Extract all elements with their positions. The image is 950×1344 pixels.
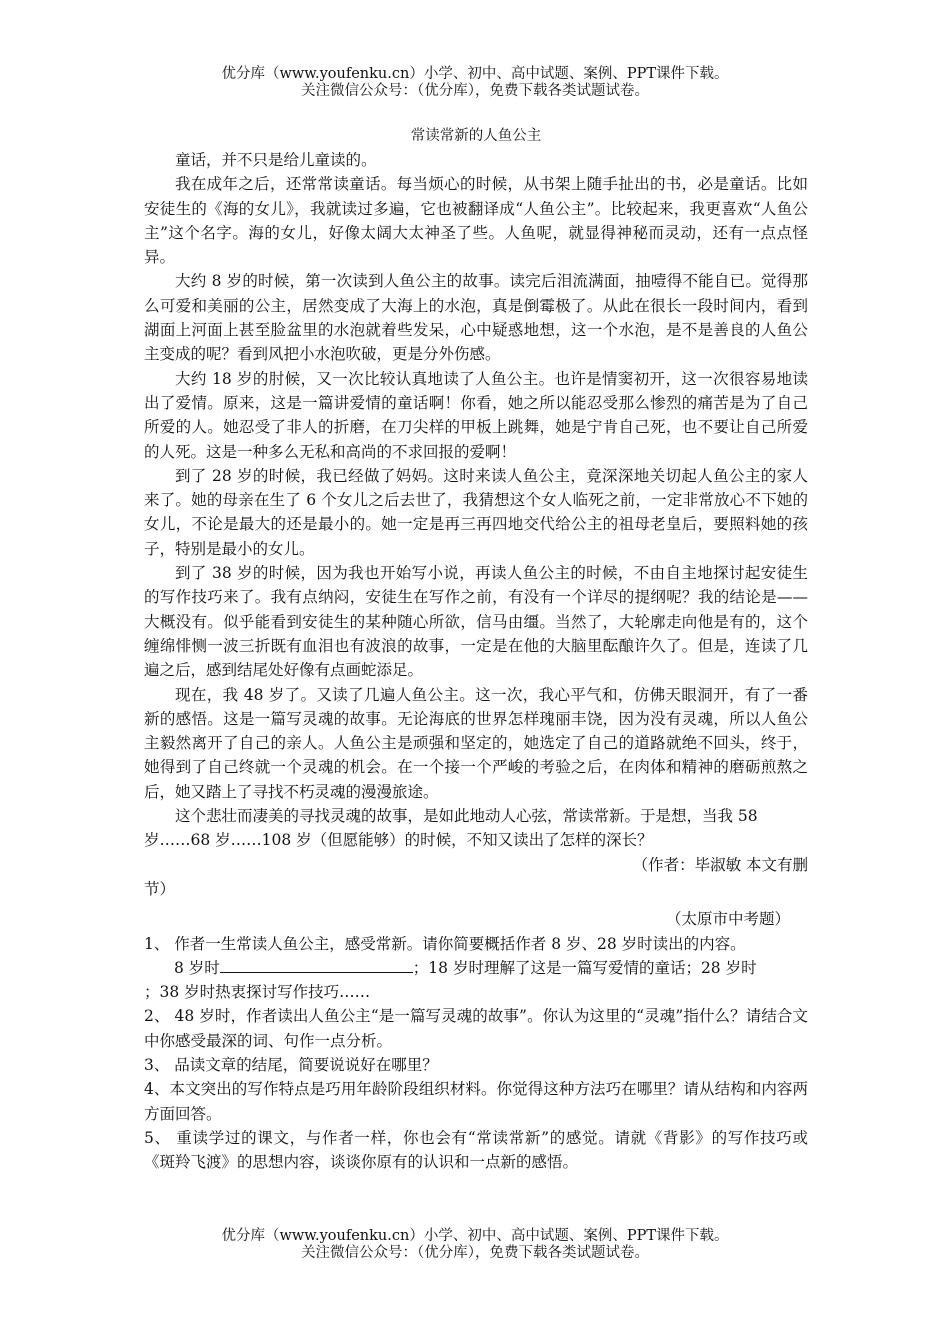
paragraph-4: 大约 18 岁的肘候，又一次比较认真地读了人鱼公主。也许是情窦初开，这一次很容易地读出了爱情。原来，这是一篇讲爱情的童话啊！你看，她之所以能忍受那么惨烈的痛苦是为了自己所爱的人。她忍受了非人的折磨，在刀尖样的甲板上跳舞，她是宁肯自己死，也不要让自己所爱的人死。这是一种多么无私和高尚的不求回报的爱啊！	[144, 369, 808, 461]
document-body	[144, 124, 808, 1174]
paragraph-8: 这个悲壮而凄美的寻找灵魂的故事，是如此地动人心弦，常读常新。于是想，当我 58 岁……68 岁……108 岁（但愿能够）的时候，不知又读出了怎样的深长？	[144, 807, 758, 850]
question-1: 1、 作者一生常读人鱼公主，感受常新。请你简要概括作者 8 岁、28 岁时读出的内容。	[144, 934, 746, 953]
footer-line-2: 关注微信公众号：（优分库），免费下载各类试题试卷。	[301, 1245, 649, 1261]
question-1-tail: ；38 岁时热衷探讨写作技巧……	[144, 983, 371, 1002]
question-2: 2、 48 岁时，作者读出人鱼公主“是一篇写灵魂的故事”。你认为这里的“灵魂”指什么？请结合文中你感受最深的词、句作一点分析。	[144, 1007, 808, 1050]
answer-blank[interactable]	[220, 958, 413, 973]
fill-prefix: 8 岁时	[174, 958, 220, 977]
page-header	[0, 66, 950, 100]
paragraph-1: 童话，并不只是给儿童读的。	[175, 151, 377, 169]
article-title: 常读常新的人鱼公主	[410, 128, 542, 144]
paragraph-6: 到了 38 岁的时候，因为我也开始写小说，再读人鱼公主的时候，不由自主地探讨起安徒生的写作技巧来了。我有点纳闷，安徒生在写作之前，有没有一个详尽的提纲呢？我的结论是——大概没有。似乎能看到安徒生的某种随心所欲，信马由缰。当然了，大轮廓走向他是有的，这个缠绵悱恻一波三折既有血泪也有波浪的故事，一定是在他的大脑里酝酿许久了。但是，连读了几遍之后，感到结尾处好像有点画蛇添足。	[144, 564, 808, 680]
fill-middle: ；18 岁时理解了这是一篇写爱情的童话；28 岁时	[412, 958, 757, 977]
question-4: 4、本文突出的写作特点是巧用年龄阶段组织材料。你觉得这种方法巧在哪里？请从结构和内容两方面回答。	[144, 1080, 808, 1123]
source-note: （太原市中考题）	[665, 910, 790, 929]
question-1-fill	[144, 956, 808, 980]
header-line-1: 优分库（www.youfenku.cn）小学、初中、高中试题、案例、PPT课件下载。	[221, 66, 729, 82]
question-3: 3、 品读文章的结尾，简要说说好在哪里？	[144, 1055, 438, 1074]
paragraph-2: 我在成年之后，还常常读童话。每当烦心的时候，从书架上随手扯出的书，必是童话。比如安徒生的《海的女儿》，我就读过多遍，它也被翻译成“人鱼公主”。比较起来，我更喜欢“人鱼公主”这个名字。海的女儿，好像太阔大太神圣了些。人鱼呢，就显得神秘而灵动，还有一点点怪异。	[144, 175, 808, 267]
paragraph-5: 到了 28 岁的时候，我已经做了妈妈。这时来读人鱼公主，竟深深地关切起人鱼公主的家人来了。她的母亲在生了 6 个女儿之后去世了，我猜想这个女人临死之前，一定非常放心不下她的女儿，不论是最大的还是最小的。她一定是再三再四地交代给公主的祖母老皇后，要照料她的孩子，特别是最小的女儿。	[144, 466, 808, 558]
paragraph-7: 现在，我 48 岁了。又读了几遍人鱼公主。这一次，我心平气和，仿佛天眼洞开，有了一番新的感悟。这是一篇写灵魂的故事。无论海底的世界怎样瑰丽丰饶，因为没有灵魂，所以人鱼公主毅然离开了自己的亲人。人鱼公主是顽强和坚定的，她选定了自己的道路就绝不回头，终于，她得到了自己终就一个灵魂的机会。在一个接一个严峻的考验之后，在肉体和精神的磨砺煎熬之后，她又踏上了寻找不朽灵魂的漫漫旅途。	[144, 685, 808, 801]
author-credit-cont: 节）	[144, 879, 176, 898]
footer-line-1: 优分库（www.youfenku.cn）小学、初中、高中试题、案例、PPT课件下载。	[221, 1228, 729, 1244]
paragraph-3: 大约 8 岁的时候，第一次读到人鱼公主的故事。读完后泪流满面，抽噎得不能自已。觉得那么可爱和美丽的公主，居然变成了大海上的水泡，真是倒霉极了。从此在很长一段时间内，看到湖面上河面上甚至脸盆里的水泡就着些发呆，心中疑惑地想，这一个水泡，是不是善良的人鱼公主变成的呢？看到风把小水泡吹破，更是分外伤感。	[144, 272, 808, 364]
header-line-2: 关注微信公众号：（优分库），免费下载各类试题试卷。	[301, 83, 649, 99]
author-credit: （作者：毕淑敏 本文有删	[632, 855, 808, 874]
question-5: 5、 重读学过的课文，与作者一样，你也会有“常读常新”的感觉。请就《背影》的写作技巧或《斑羚飞渡》的思想内容，谈谈你原有的认识和一点新的感悟。	[144, 1128, 808, 1172]
page-footer	[0, 1228, 950, 1262]
